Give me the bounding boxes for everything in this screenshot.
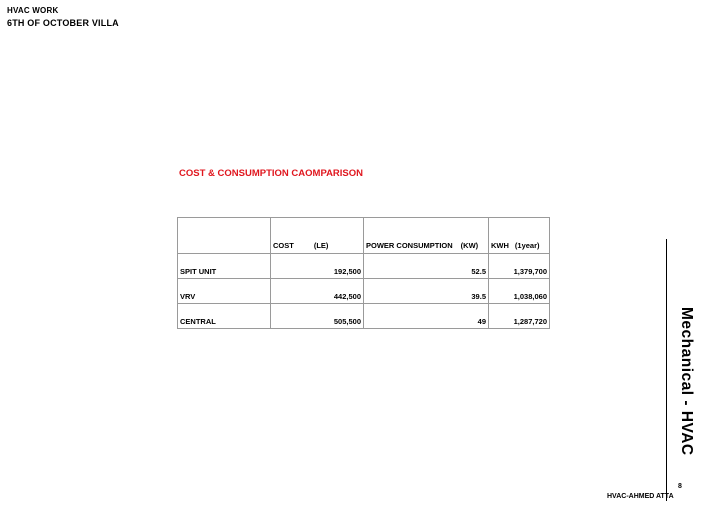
row-label: SPIT UNIT (178, 254, 271, 279)
row-label: VRV (178, 279, 271, 304)
table-header-empty-cell (178, 218, 271, 254)
document-header-line1: HVAC WORK (7, 6, 59, 15)
row-cost: 192,500 (271, 254, 364, 279)
table-header-kwh (489, 218, 550, 254)
vertical-divider (666, 239, 667, 501)
table-header-cost-unit: (LE) (313, 241, 329, 250)
document-header-line2: 6TH OF OCTOBER VILLA (7, 18, 119, 28)
comparison-table (177, 217, 550, 329)
table-row (178, 279, 550, 304)
table-header-power-label: POWER CONSUMPTION (366, 241, 453, 250)
row-kwh: 1,379,700 (489, 254, 550, 279)
row-power: 49 (364, 304, 489, 329)
row-power: 39.5 (364, 279, 489, 304)
table-row (178, 254, 550, 279)
row-label: CENTRAL (178, 304, 271, 329)
row-kwh: 1,287,720 (489, 304, 550, 329)
table-header-kwh-unit: (1year) (514, 241, 540, 250)
page-number: 8 (678, 483, 682, 490)
row-cost: 505,500 (271, 304, 364, 329)
row-cost: 442,500 (271, 279, 364, 304)
row-kwh: 1,038,060 (489, 279, 550, 304)
row-power: 52.5 (364, 254, 489, 279)
table-header-cost-label: COST (273, 241, 294, 250)
table-header-power-unit: (KW) (460, 241, 479, 250)
side-label: Mechanical - HVAC (678, 307, 695, 456)
table-header-cost (271, 218, 364, 254)
table-row (178, 304, 550, 329)
footer-author: HVAC-AHMED ATTA (607, 493, 674, 500)
table-header-kwh-label: KWH (491, 241, 509, 250)
table-header-power (364, 218, 489, 254)
section-title: COST & CONSUMPTION CAOMPARISON (179, 168, 364, 179)
table-header-row (178, 218, 550, 254)
